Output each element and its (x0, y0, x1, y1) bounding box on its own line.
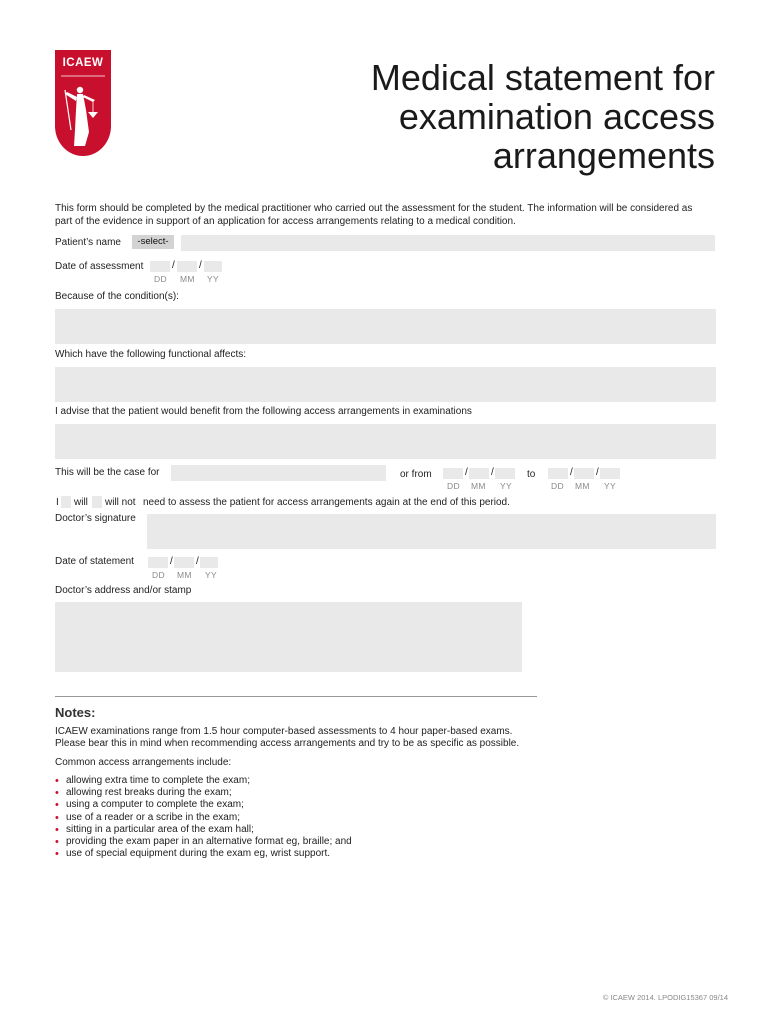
bullet-icon: • (55, 836, 59, 849)
statement-month-field[interactable] (174, 557, 194, 568)
intro-paragraph: This form should be completed by the medical practitioner who carried out the assessment for the student. The information will be considered as part of the evidence in support of an application for access arrangements relating to a medical condition. (55, 203, 693, 227)
statement-year-field[interactable] (200, 557, 218, 568)
title-line-1: Medical statement for (370, 57, 715, 98)
date-slash: / (170, 556, 173, 567)
will-label: will (74, 497, 88, 508)
icaew-logo (55, 50, 111, 156)
bullet-icon: • (55, 823, 59, 836)
footer-copyright: © ICAEW 2014. LPODIG15367 09/14 (602, 993, 728, 1002)
bullet-icon: • (55, 811, 59, 824)
list-item: • sitting in a particular area of the exam hall; (55, 823, 254, 836)
list-item: • use of special equipment during the exam eg, wrist support. (55, 848, 331, 861)
notes-paragraph-1-line-1: ICAEW examinations range from 1.5 hour computer-based assessments to 4 hour paper-based exams. (55, 726, 513, 737)
access-arrangements-list (55, 775, 352, 860)
date-slash: / (465, 467, 468, 478)
date-slash: / (596, 467, 599, 478)
yy-label: YY (500, 481, 512, 491)
dd-label: DD (447, 481, 460, 491)
bullet-icon: • (55, 799, 59, 812)
logo-text: ICAEW (62, 57, 104, 69)
case-for-label: This will be the case for (55, 467, 160, 478)
bullet-icon: • (55, 775, 59, 787)
notes-paragraph-2: Common access arrangements include: (55, 757, 232, 768)
functional-affects-label: Which have the following functional affects: (55, 349, 247, 360)
patient-name-label: Patient’s name (55, 237, 121, 248)
bullet-icon: • (55, 848, 59, 861)
list-item: • providing the exam paper in an alternative format eg, braille; and (55, 836, 352, 849)
access-arrangements-label: I advise that the patient would benefit from the following access arrangements in examinations (55, 406, 472, 417)
address-stamp-field[interactable] (55, 602, 522, 672)
date-of-statement-label: Date of statement (55, 556, 134, 567)
dd-label: DD (152, 570, 165, 580)
condition-field[interactable] (55, 309, 716, 344)
from-year-field[interactable] (495, 468, 515, 479)
yy-label: YY (205, 570, 217, 580)
mm-label: MM (177, 570, 192, 580)
list-item: • allowing extra time to complete the exam; (55, 775, 250, 787)
mm-label: MM (180, 274, 195, 284)
signature-label: Doctor’s signature (55, 513, 136, 524)
title-line-3: arrangements (492, 135, 715, 176)
to-day-field[interactable] (548, 468, 568, 479)
mm-label: MM (575, 481, 590, 491)
from-month-field[interactable] (469, 468, 489, 479)
assessment-year-field[interactable] (204, 261, 222, 272)
signature-field[interactable] (147, 514, 716, 549)
to-month-field[interactable] (574, 468, 594, 479)
notes-heading: Notes: (55, 705, 96, 720)
patient-name-field[interactable] (181, 235, 715, 251)
date-slash: / (172, 260, 175, 271)
date-of-assessment-label: Date of assessment (55, 261, 144, 272)
mm-label: MM (471, 481, 486, 491)
condition-label: Because of the condition(s): (55, 291, 179, 302)
notes-paragraph-1-line-2: Please bear this in mind when recommending access arrangements and try to be as specific as possible. (55, 738, 520, 749)
yy-label: YY (207, 274, 219, 284)
assessment-day-field[interactable] (150, 261, 170, 272)
assessment-month-field[interactable] (177, 261, 197, 272)
reassess-label: need to assess the patient for access arrangements again at the end of this period. (143, 497, 510, 508)
address-label: Doctor’s address and/or stamp (55, 585, 192, 596)
title-line-2: examination access (398, 96, 715, 137)
i-label: I (56, 497, 59, 508)
list-item: • allowing rest breaks during the exam; (55, 787, 232, 800)
functional-affects-field[interactable] (55, 367, 716, 402)
date-slash: / (199, 260, 202, 271)
statement-day-field[interactable] (148, 557, 168, 568)
will-not-label: will not (105, 497, 136, 508)
patient-title-select[interactable]: -select- (132, 235, 174, 249)
page-title (371, 58, 715, 175)
will-checkbox[interactable] (61, 496, 71, 508)
will-not-checkbox[interactable] (92, 496, 102, 508)
date-slash: / (570, 467, 573, 478)
to-label: to (527, 469, 536, 480)
list-item: • using a computer to complete the exam; (55, 799, 244, 812)
justice-figure-icon (55, 50, 111, 156)
or-from-label: or from (400, 469, 432, 480)
date-slash: / (491, 467, 494, 478)
list-item: • use of a reader or a scribe in the exam; (55, 811, 240, 824)
to-year-field[interactable] (600, 468, 620, 479)
date-slash: / (196, 556, 199, 567)
from-day-field[interactable] (443, 468, 463, 479)
yy-label: YY (604, 481, 616, 491)
dd-label: DD (154, 274, 167, 284)
bullet-icon: • (55, 787, 59, 800)
access-arrangements-field[interactable] (55, 424, 716, 459)
case-for-field[interactable] (171, 465, 386, 481)
dd-label: DD (551, 481, 564, 491)
notes-divider (55, 696, 537, 697)
